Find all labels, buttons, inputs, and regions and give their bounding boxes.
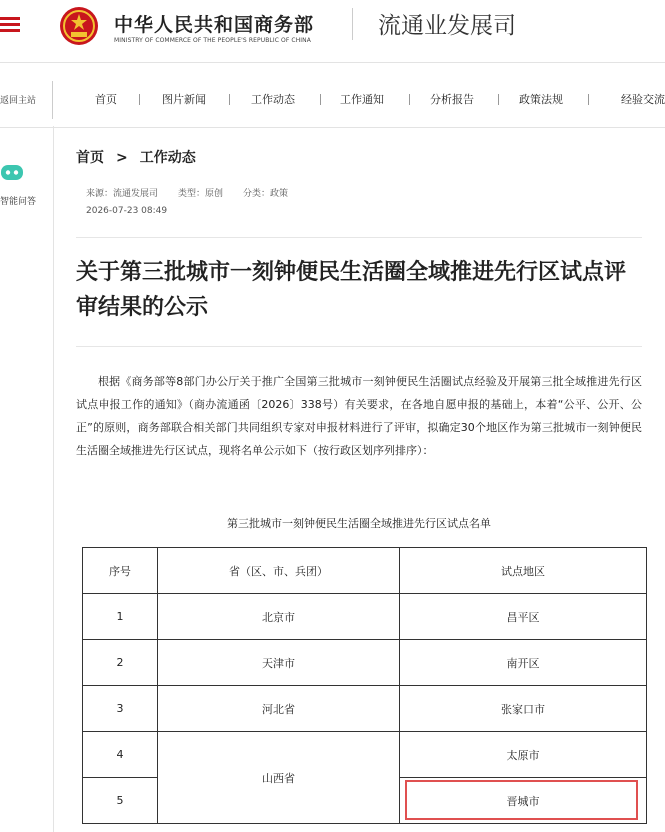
publish-date: 2026-07-23 08:49 <box>86 206 168 216</box>
department-title: 流通业发展司 <box>378 13 516 39</box>
nav-item-analysis[interactable]: 分析报告 <box>430 93 474 106</box>
menu-icon[interactable] <box>0 14 22 36</box>
cell-province: 天津市 <box>158 640 400 686</box>
return-main-site-link[interactable]: 返回主站 <box>0 96 37 106</box>
cell-province: 河北省 <box>158 686 400 732</box>
cell-area: 张家口市 <box>400 686 647 732</box>
nav-separator <box>409 94 410 105</box>
cell-area: 晋城市 <box>400 778 647 824</box>
header-cell-no: 序号 <box>83 548 158 594</box>
nav-item-policy[interactable]: 政策法规 <box>519 93 563 106</box>
national-emblem-icon <box>58 5 100 47</box>
table-row <box>83 732 647 778</box>
cell-area: 太原市 <box>400 732 647 778</box>
table-header-row <box>83 548 647 594</box>
cell-no: 4 <box>83 732 158 778</box>
divider <box>76 237 642 238</box>
ministry-name-cn: 中华人民共和国商务部 <box>114 14 315 36</box>
breadcrumb <box>76 147 196 167</box>
cell-no: 1 <box>83 594 158 640</box>
breadcrumb-home[interactable]: 首页 <box>76 150 104 166</box>
meta-category: 分类：政策 <box>243 189 289 199</box>
table-row <box>83 686 647 732</box>
cell-area: 南开区 <box>400 640 647 686</box>
smart-qa-label[interactable]: 智能问答 <box>0 197 37 207</box>
article-meta <box>86 186 308 199</box>
nav-item-home[interactable]: 首页 <box>95 93 117 106</box>
header-cell-province: 省（区、市、兵团） <box>158 548 400 594</box>
site-header <box>0 0 665 62</box>
table-row <box>83 640 647 686</box>
nav-separator <box>320 94 321 105</box>
nav-divider <box>52 81 53 119</box>
table-caption: 第三批城市一刻钟便民生活圈全域推进先行区试点名单 <box>227 517 491 530</box>
breadcrumb-current[interactable]: 工作动态 <box>139 150 196 166</box>
table-row <box>83 594 647 640</box>
robot-icon[interactable] <box>0 162 24 182</box>
header-divider <box>352 8 353 40</box>
nav-item-experience[interactable]: 经验交流 <box>621 93 665 106</box>
nav-item-work-updates[interactable]: 工作动态 <box>251 93 295 106</box>
article-body: 根据《商务部等8部门办公厅关于推广全国第三批城市一刻钟便民生活圈试点经验及开展第三批全域推进先行区试点申报工作的通知》（商办流通函〔2026〕338号）有关要求，在各地自愿申报的基础上，本着“公平、公开、公正”的原则，商务部联合相关部门共同组织专家对申报材料进行了评审，拟确定30个地区作为第三批城市一刻钟便民生活圈全域推进先行区试点，现将名单公示如下（按行政区划序列排序）： <box>76 375 642 457</box>
main-nav <box>0 62 665 128</box>
ministry-name-en: MINISTRY OF COMMERCE OF THE PEOPLE'S REPUBLIC OF CHINA <box>114 37 311 44</box>
nav-separator <box>588 94 589 105</box>
pilot-list-table <box>82 547 647 824</box>
cell-province: 北京市 <box>158 594 400 640</box>
cell-no: 2 <box>83 640 158 686</box>
breadcrumb-arrow: > <box>116 150 128 166</box>
nav-item-work-notices[interactable]: 工作通知 <box>340 93 384 106</box>
meta-type: 类型：原创 <box>178 189 224 199</box>
cell-province: 山西省 <box>158 732 400 824</box>
cell-area: 昌平区 <box>400 594 647 640</box>
meta-source: 来源：流通发展司 <box>86 189 159 199</box>
cell-no: 5 <box>83 778 158 824</box>
header-cell-area: 试点地区 <box>400 548 647 594</box>
nav-separator <box>229 94 230 105</box>
divider <box>76 346 642 347</box>
nav-separator <box>139 94 140 105</box>
nav-separator <box>498 94 499 105</box>
cell-no: 3 <box>83 686 158 732</box>
article-title: 关于第三批城市一刻钟便民生活圈全域推进先行区试点评审结果的公示 <box>76 260 627 320</box>
left-rail <box>0 126 54 832</box>
nav-item-photo-news[interactable]: 图片新闻 <box>162 93 206 106</box>
